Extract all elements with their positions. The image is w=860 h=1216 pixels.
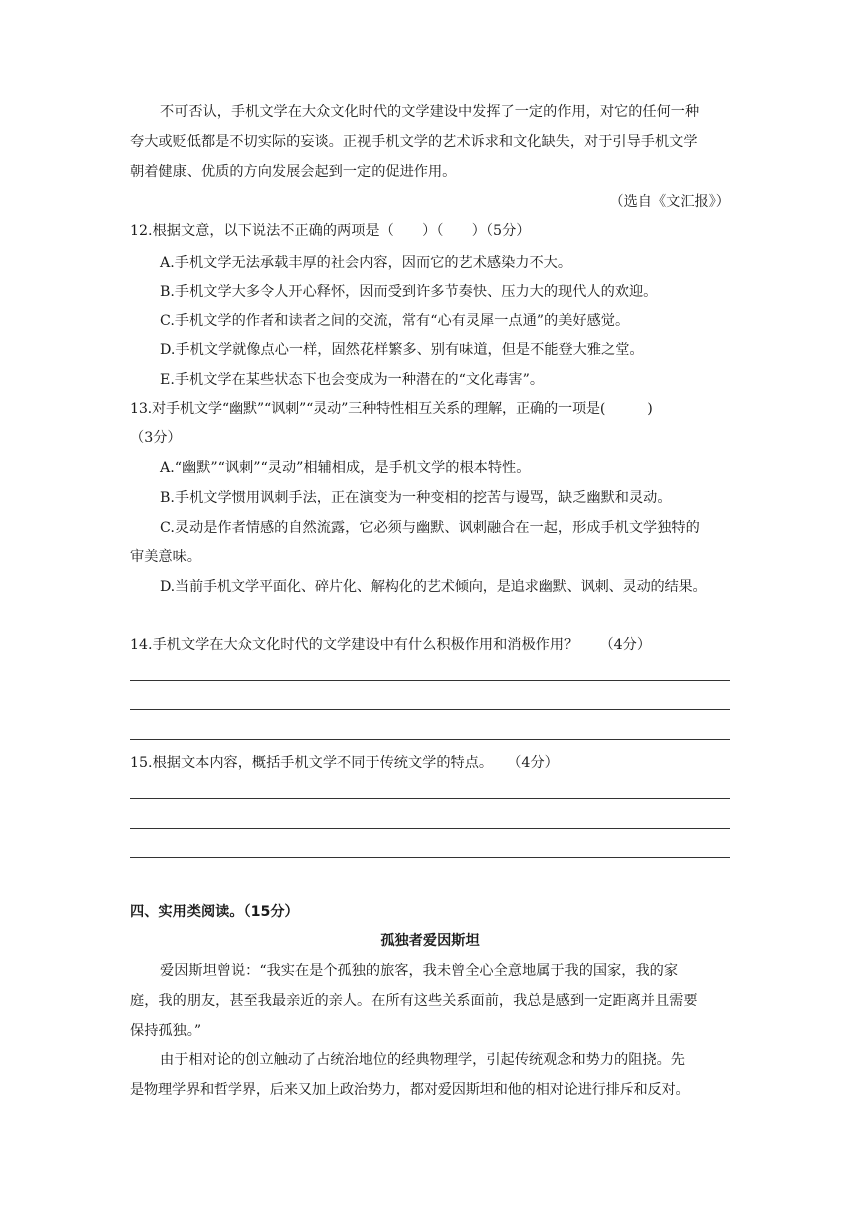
answer-line[interactable] [130,739,730,740]
question-12-option: A.手机文学无法承载丰厚的社会内容，因而它的艺术感染力不大。 [160,255,573,271]
answer-line[interactable] [130,709,730,710]
question-13-option: D.当前手机文学平面化、碎片化、解构化的艺术倾向，是追求幽默、讽刺、灵动的结果。 [160,579,707,595]
question-14-stem: 14.手机文学在大众文化时代的文学建设中有什么积极作用和消极作用？ （4分） [130,637,652,653]
article-line: 保持孤独。” [130,1023,202,1039]
article-line: 爱因斯坦曾说：“我实在是个孤独的旅客，我未曾全心全意地属于我的国家，我的家 [160,963,679,979]
question-12-option: B.手机文学大多令人开心释怀，因而受到许多节奏快、压力大的现代人的欢迎。 [160,284,658,300]
question-13-option: C.灵动是作者情感的自然流露，它必须与幽默、讽刺融合在一起，形成手机文学独特的 [160,520,700,536]
passage-line: 不可否认，手机文学在大众文化时代的文学建设中发挥了一定的作用，对它的任何一种 [160,104,700,120]
article-line: 是物理学界和哲学界，后来又加上政治势力，都对爱因斯坦和他的相对论进行排斥和反对。 [130,1082,690,1098]
question-12-option: E.手机文学在某些状态下也会变成为一种潜在的“文化毒害”。 [160,372,545,388]
passage-source: （选自《文汇报》） [609,194,730,210]
passage-line: 夸大或贬低都是不切实际的妄谈。正视手机文学的艺术诉求和文化缺失，对于引导手机文学 [130,134,698,150]
section-heading: 四、实用类阅读。（15分） [130,904,299,920]
question-12-stem: 12.根据文意，以下说法不正确的两项是（ ）（ ）（5分） [130,223,531,239]
answer-line[interactable] [130,680,730,681]
question-12-option: C.手机文学的作者和读者之间的交流，常有“心有灵犀一点通”的美好感觉。 [160,313,630,329]
question-13-option: B.手机文学惯用讽刺手法，正在演变为一种变相的挖苦与谩骂，缺乏幽默和灵动。 [160,490,672,506]
answer-line[interactable] [130,798,730,799]
question-13-stem: 13.对手机文学“幽默”“讽刺”“灵动”三种特性相互关系的理解，正确的一项是( ) [130,401,653,417]
article-line: 庭，我的朋友，甚至我最亲近的亲人。在所有这些关系面前，我总是感到一定距离并且需要 [130,993,698,1009]
answer-line[interactable] [130,857,730,858]
passage-line: 朝着健康、优质的方向发展会起到一定的促进作用。 [130,164,457,180]
article-title: 孤独者爱因斯坦 [380,933,480,949]
question-12-option: D.手机文学就像点心一样，固然花样繁多、别有味道，但是不能登大雅之堂。 [160,342,644,358]
question-15-stem: 15.根据文本内容，概括手机文学不同于传统文学的特点。 （4分） [130,755,559,771]
article-line: 由于相对论的创立触动了占统治地位的经典物理学，引起传统观念和势力的阻挠。先 [160,1052,685,1068]
question-13-stem-score: （3分） [130,430,182,446]
question-13-option: A.“幽默”“讽刺”“灵动”相辅相成，是手机文学的根本特性。 [160,460,531,476]
question-13-option-continued: 审美意味。 [130,549,201,565]
answer-line[interactable] [130,828,730,829]
